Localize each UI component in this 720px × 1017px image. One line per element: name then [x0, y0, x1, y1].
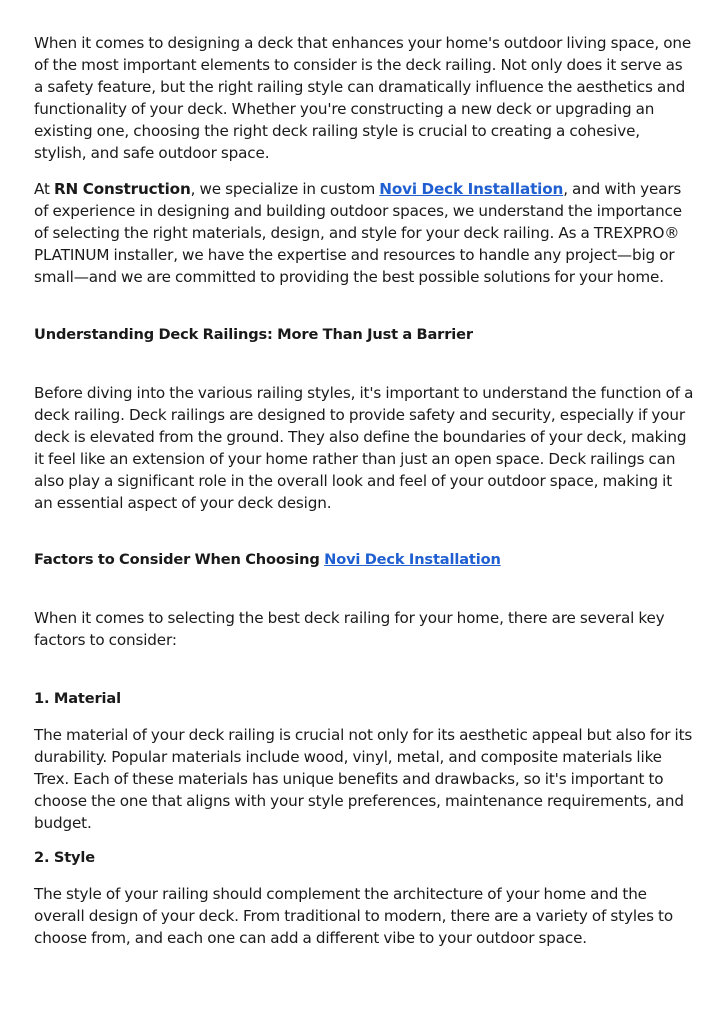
factor-body-style: The style of your railing should complement the architecture of your home and the overall design of your deck. From traditional to modern, there are a variety of styles to choose from, and each one can add a different vibe to your outdoor space.: [34, 885, 673, 947]
p2-prefix: At: [34, 180, 54, 198]
understanding-paragraph: Before diving into the various railing styles, it's important to understand the function of a deck railing. Deck railings are designed to provide safety and security, especially if your deck is elevated from the ground. They also define the boundaries of your deck, making it feel like an extension of your home rather than just an open space. Deck railings can also play a significant role in the overall look and feel of your outdoor space, making it an essential aspect of your deck design.: [34, 384, 694, 512]
factor-heading-material: 1. Material: [34, 690, 121, 707]
company-name: RN Construction: [53, 180, 191, 198]
p2-mid: , we specialize in custom: [190, 180, 380, 198]
section-heading-understanding: Understanding Deck Railings: More Than Just a Barrier: [34, 326, 473, 343]
intro-paragraph: When it comes to designing a deck that enhances your home's outdoor living space, one of the most important elements to consider is the deck railing. Not only does it serve as a safety feature, but the right railing style can dramatically influence the aesthetics and functionality of your deck. Whether you're constructing a new deck or upgrading an existing one, choosing the right deck railing style is crucial to creating a cohesive, stylish, and safe outdoor space.: [34, 34, 692, 162]
factor-body-material: The material of your deck railing is crucial not only for its aesthetic appeal but also for its durability. Popular materials include wood, vinyl, metal, and composite materials like Trex. Each of these materials has unique benefits and drawbacks, so it's important to choose the one that aligns with your style preferences, maintenance requirements, and budget.: [34, 726, 693, 832]
factor-heading-style: 2. Style: [34, 849, 95, 866]
factors-heading-prefix: Factors to Consider When Choosing: [34, 551, 325, 568]
section-heading-factors: [34, 549, 501, 571]
p2-rest: , and with years of experience in designing and building outdoor spaces, we understand the importance of selecting the right materials, design, and style for your deck railing. As a TREXPRO® PLATINUM installer, we have the expertise and resources to handle any project—big or small—and we are committed to providing the best possible solutions for your home.: [34, 180, 682, 286]
company-paragraph: [34, 178, 694, 288]
factors-heading-link[interactable]: Novi Deck Installation: [324, 551, 501, 568]
novi-deck-installation-link[interactable]: Novi Deck Installation: [379, 180, 564, 198]
factors-paragraph: When it comes to selecting the best deck railing for your home, there are several key factors to consider:: [34, 609, 665, 649]
